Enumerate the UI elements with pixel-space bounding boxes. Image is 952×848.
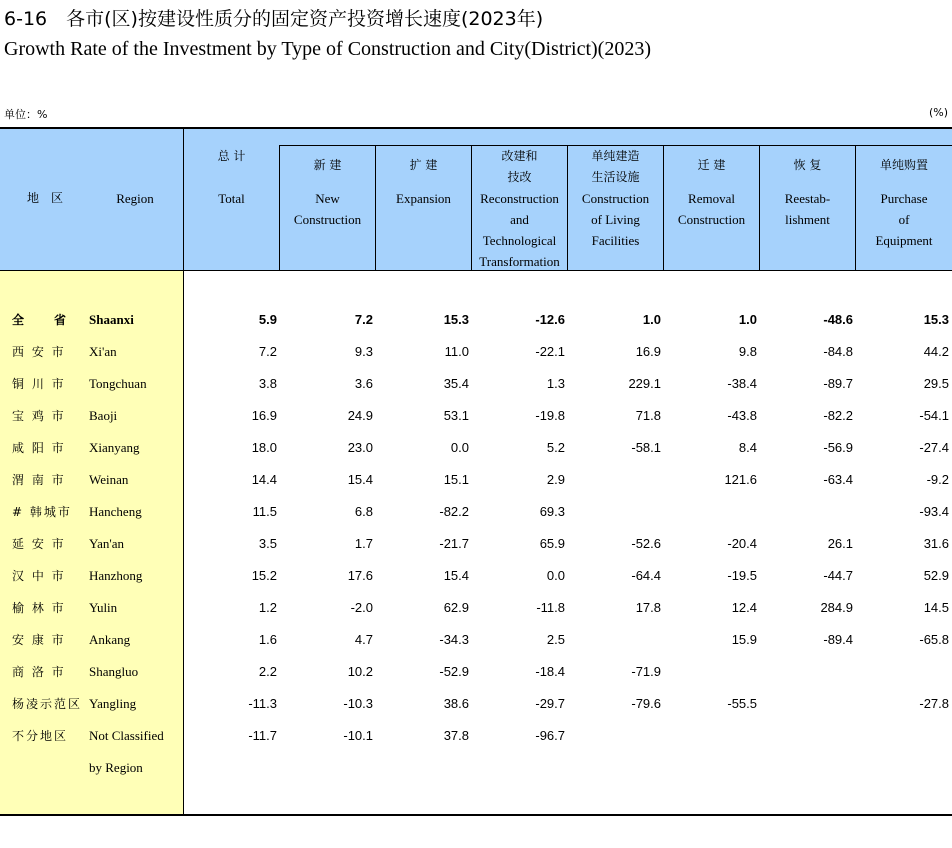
value-cell: 17.6: [347, 568, 373, 583]
value-cell: 15.4: [347, 472, 373, 487]
region-name-en: Ankang: [89, 632, 131, 647]
region-name-cn: 延 安 市: [12, 537, 66, 551]
value-cell: -65.8: [919, 632, 949, 647]
region-name-en: Yangling: [89, 696, 137, 711]
value-cell: 2.2: [258, 664, 277, 679]
value-cell: 1.6: [258, 632, 277, 647]
value-cell: -12.6: [535, 312, 565, 327]
value-cell: 0.0: [546, 568, 565, 583]
value-cell: 1.0: [738, 312, 757, 327]
header-new-construction: 新 建 New Construction: [293, 158, 362, 227]
value-cell: -58.1: [631, 440, 661, 455]
header-living-facilities: 单纯建造 生活设施 Construction of Living Facilities: [581, 149, 650, 248]
header-expansion: 扩 建 Expansion: [396, 158, 451, 206]
value-cell: 9.3: [354, 344, 373, 359]
header-reconstruction: 改建和 技改 Reconstruction and Technological Transformation: [479, 149, 560, 269]
region-name-cn: # 韩城市: [12, 505, 72, 519]
value-cell: -82.2: [439, 504, 469, 519]
table-row: [0, 496, 952, 528]
header-reestablishment: 恢 复 Reestab- lishment: [784, 158, 831, 227]
value-cell: 9.8: [738, 344, 757, 359]
value-cell: 11.0: [444, 344, 469, 359]
value-cell: 3.6: [354, 376, 373, 391]
unit-label: 单位：%: [4, 108, 48, 121]
value-cell: -56.9: [823, 440, 853, 455]
value-cell: -9.2: [926, 472, 949, 487]
region-name-en: Shangluo: [89, 664, 139, 679]
table-bottom-rule: [0, 814, 952, 816]
value-cell: -27.4: [919, 440, 949, 455]
value-cell: 23.0: [347, 440, 373, 455]
value-cell: 52.9: [923, 568, 949, 583]
value-cell: -89.7: [823, 376, 853, 391]
region-name-cn: 咸 阳 市: [12, 441, 66, 455]
value-cell: 10.2: [347, 664, 373, 679]
header-removal-construction: 迁 建 Removal Construction: [677, 158, 746, 227]
value-cell: -38.4: [727, 376, 757, 391]
value-cell: 11.5: [252, 504, 277, 519]
value-cell: 15.3: [923, 312, 949, 327]
value-cell: -2.0: [350, 600, 373, 615]
value-cell: 3.8: [258, 376, 277, 391]
value-cell: 31.6: [923, 536, 949, 551]
value-cell: 6.8: [354, 504, 373, 519]
value-cell: -64.4: [631, 568, 661, 583]
value-cell: -19.8: [535, 408, 565, 423]
value-cell: -54.1: [919, 408, 949, 423]
value-cell: 16.9: [635, 344, 661, 359]
value-cell: -20.4: [727, 536, 757, 551]
region-name-cn: 铜 川 市: [12, 377, 66, 391]
value-cell: 14.5: [923, 600, 949, 615]
region-name-cn: 杨凌示范区: [12, 697, 83, 711]
region-name-cn: 渭 南 市: [12, 473, 66, 487]
region-name-en: Shaanxi: [89, 312, 134, 327]
value-cell: 16.9: [251, 408, 277, 423]
region-name-en: Tongchuan: [89, 376, 147, 391]
value-cell: -89.4: [823, 632, 853, 647]
value-cell: 15.4: [443, 568, 469, 583]
value-cell: -10.1: [343, 728, 373, 743]
value-cell: 229.1: [628, 376, 661, 391]
value-cell: 1.2: [258, 600, 277, 615]
value-cell: 8.4: [738, 440, 757, 455]
value-cell: -11.3: [248, 696, 277, 711]
region-name-cn: 西 安 市: [12, 345, 66, 359]
table-row: [0, 528, 952, 560]
value-cell: -48.6: [823, 312, 853, 327]
region-name-en: Not Classified: [89, 728, 164, 743]
region-name-en: Baoji: [89, 408, 118, 423]
region-name-en: Xianyang: [89, 440, 140, 455]
region-name-en: Weinan: [89, 472, 129, 487]
value-cell: -71.9: [631, 664, 661, 679]
region-name-cn: 安 康 市: [12, 633, 66, 647]
value-cell: -11.8: [536, 600, 565, 615]
value-cell: -63.4: [823, 472, 853, 487]
value-cell: 0.0: [450, 440, 469, 455]
value-cell: -10.3: [343, 696, 373, 711]
value-cell: 5.2: [546, 440, 565, 455]
value-cell: -82.2: [823, 408, 853, 423]
value-cell: -79.6: [631, 696, 661, 711]
value-cell: 35.4: [443, 376, 469, 391]
value-cell: -52.9: [439, 664, 469, 679]
value-cell: 15.3: [443, 312, 469, 327]
table-row: [0, 560, 952, 592]
region-name-cn: 商 洛 市: [12, 665, 66, 679]
value-cell: 17.8: [635, 600, 661, 615]
value-cell: -18.4: [535, 664, 565, 679]
value-cell: 69.3: [539, 504, 565, 519]
value-cell: -96.7: [535, 728, 565, 743]
value-cell: 71.8: [635, 408, 661, 423]
value-cell: 3.5: [258, 536, 277, 551]
region-name-en: by Region: [89, 760, 143, 775]
value-cell: 15.9: [731, 632, 757, 647]
unit-label-right: (%): [928, 106, 948, 119]
value-cell: 62.9: [443, 600, 469, 615]
value-cell: 26.1: [827, 536, 853, 551]
value-cell: -84.8: [823, 344, 853, 359]
table-row: [0, 336, 952, 368]
region-name-cn: 宝 鸡 市: [12, 409, 66, 423]
value-cell: 29.5: [923, 376, 949, 391]
header-region-en: Region: [116, 191, 154, 206]
value-cell: 2.9: [546, 472, 565, 487]
value-cell: 121.6: [724, 472, 757, 487]
region-name-en: Hanzhong: [89, 568, 143, 583]
table-row: [0, 720, 952, 752]
region-name-en: Xi'an: [89, 344, 117, 359]
region-name-en: Hancheng: [89, 504, 142, 519]
value-cell: 1.7: [354, 536, 373, 551]
value-cell: 14.4: [251, 472, 277, 487]
value-cell: 7.2: [258, 344, 277, 359]
value-cell: -34.3: [439, 632, 469, 647]
value-cell: 38.6: [443, 696, 469, 711]
table-top-rule: [0, 127, 952, 129]
value-cell: 2.5: [546, 632, 565, 647]
value-cell: -44.7: [823, 568, 853, 583]
value-cell: -21.7: [439, 536, 469, 551]
value-cell: 15.2: [251, 568, 277, 583]
region-name-cn: 榆 林 市: [12, 601, 66, 615]
region-name-cn: 不分地区: [12, 729, 69, 743]
value-cell: 1.0: [642, 312, 661, 327]
table-row: [0, 304, 952, 336]
value-cell: 15.1: [443, 472, 469, 487]
value-cell: -93.4: [919, 504, 949, 519]
value-cell: 12.4: [731, 600, 757, 615]
region-name-cn: 汉 中 市: [12, 569, 66, 583]
value-cell: 5.9: [258, 312, 277, 327]
value-cell: 284.9: [820, 600, 853, 615]
table-row: [0, 592, 952, 624]
value-cell: 53.1: [443, 408, 469, 423]
region-name-en: Yan'an: [89, 536, 124, 551]
value-cell: 65.9: [539, 536, 565, 551]
value-cell: -43.8: [727, 408, 757, 423]
value-cell: -19.5: [727, 568, 757, 583]
region-name-en: Yulin: [89, 600, 118, 615]
region-name-cn: 全 省: [12, 313, 69, 327]
value-cell: -11.7: [248, 728, 277, 743]
table-title-english: Growth Rate of the Investment by Type of Construction and City(District)(2023): [4, 38, 652, 60]
value-cell: 37.8: [443, 728, 469, 743]
table-row: [0, 432, 952, 464]
header-region-cn: 地 区: [26, 191, 63, 205]
value-cell: 7.2: [354, 312, 373, 327]
value-cell: -52.6: [631, 536, 661, 551]
value-cell: 24.9: [347, 408, 373, 423]
value-cell: 4.7: [354, 632, 373, 647]
table-row: [0, 656, 952, 688]
table-title-chinese: 6-16 各市(区)按建设性质分的固定资产投资增长速度(2023年): [4, 8, 544, 30]
table-row: [0, 464, 952, 496]
value-cell: -27.8: [919, 696, 949, 711]
table-row: [0, 688, 952, 720]
value-cell: -29.7: [535, 696, 565, 711]
value-cell: 44.2: [923, 344, 949, 359]
table-row: [0, 400, 952, 432]
header-total: 总 计 Total: [217, 149, 246, 206]
table-row: [0, 624, 952, 656]
table-row: [0, 752, 952, 784]
table-row: [0, 368, 952, 400]
value-cell: 1.3: [546, 376, 565, 391]
value-cell: -55.5: [727, 696, 757, 711]
value-cell: 18.0: [251, 440, 277, 455]
header-purchase-equipment: 单纯购置 Purchase of Equipment: [875, 158, 933, 248]
value-cell: -22.1: [535, 344, 565, 359]
